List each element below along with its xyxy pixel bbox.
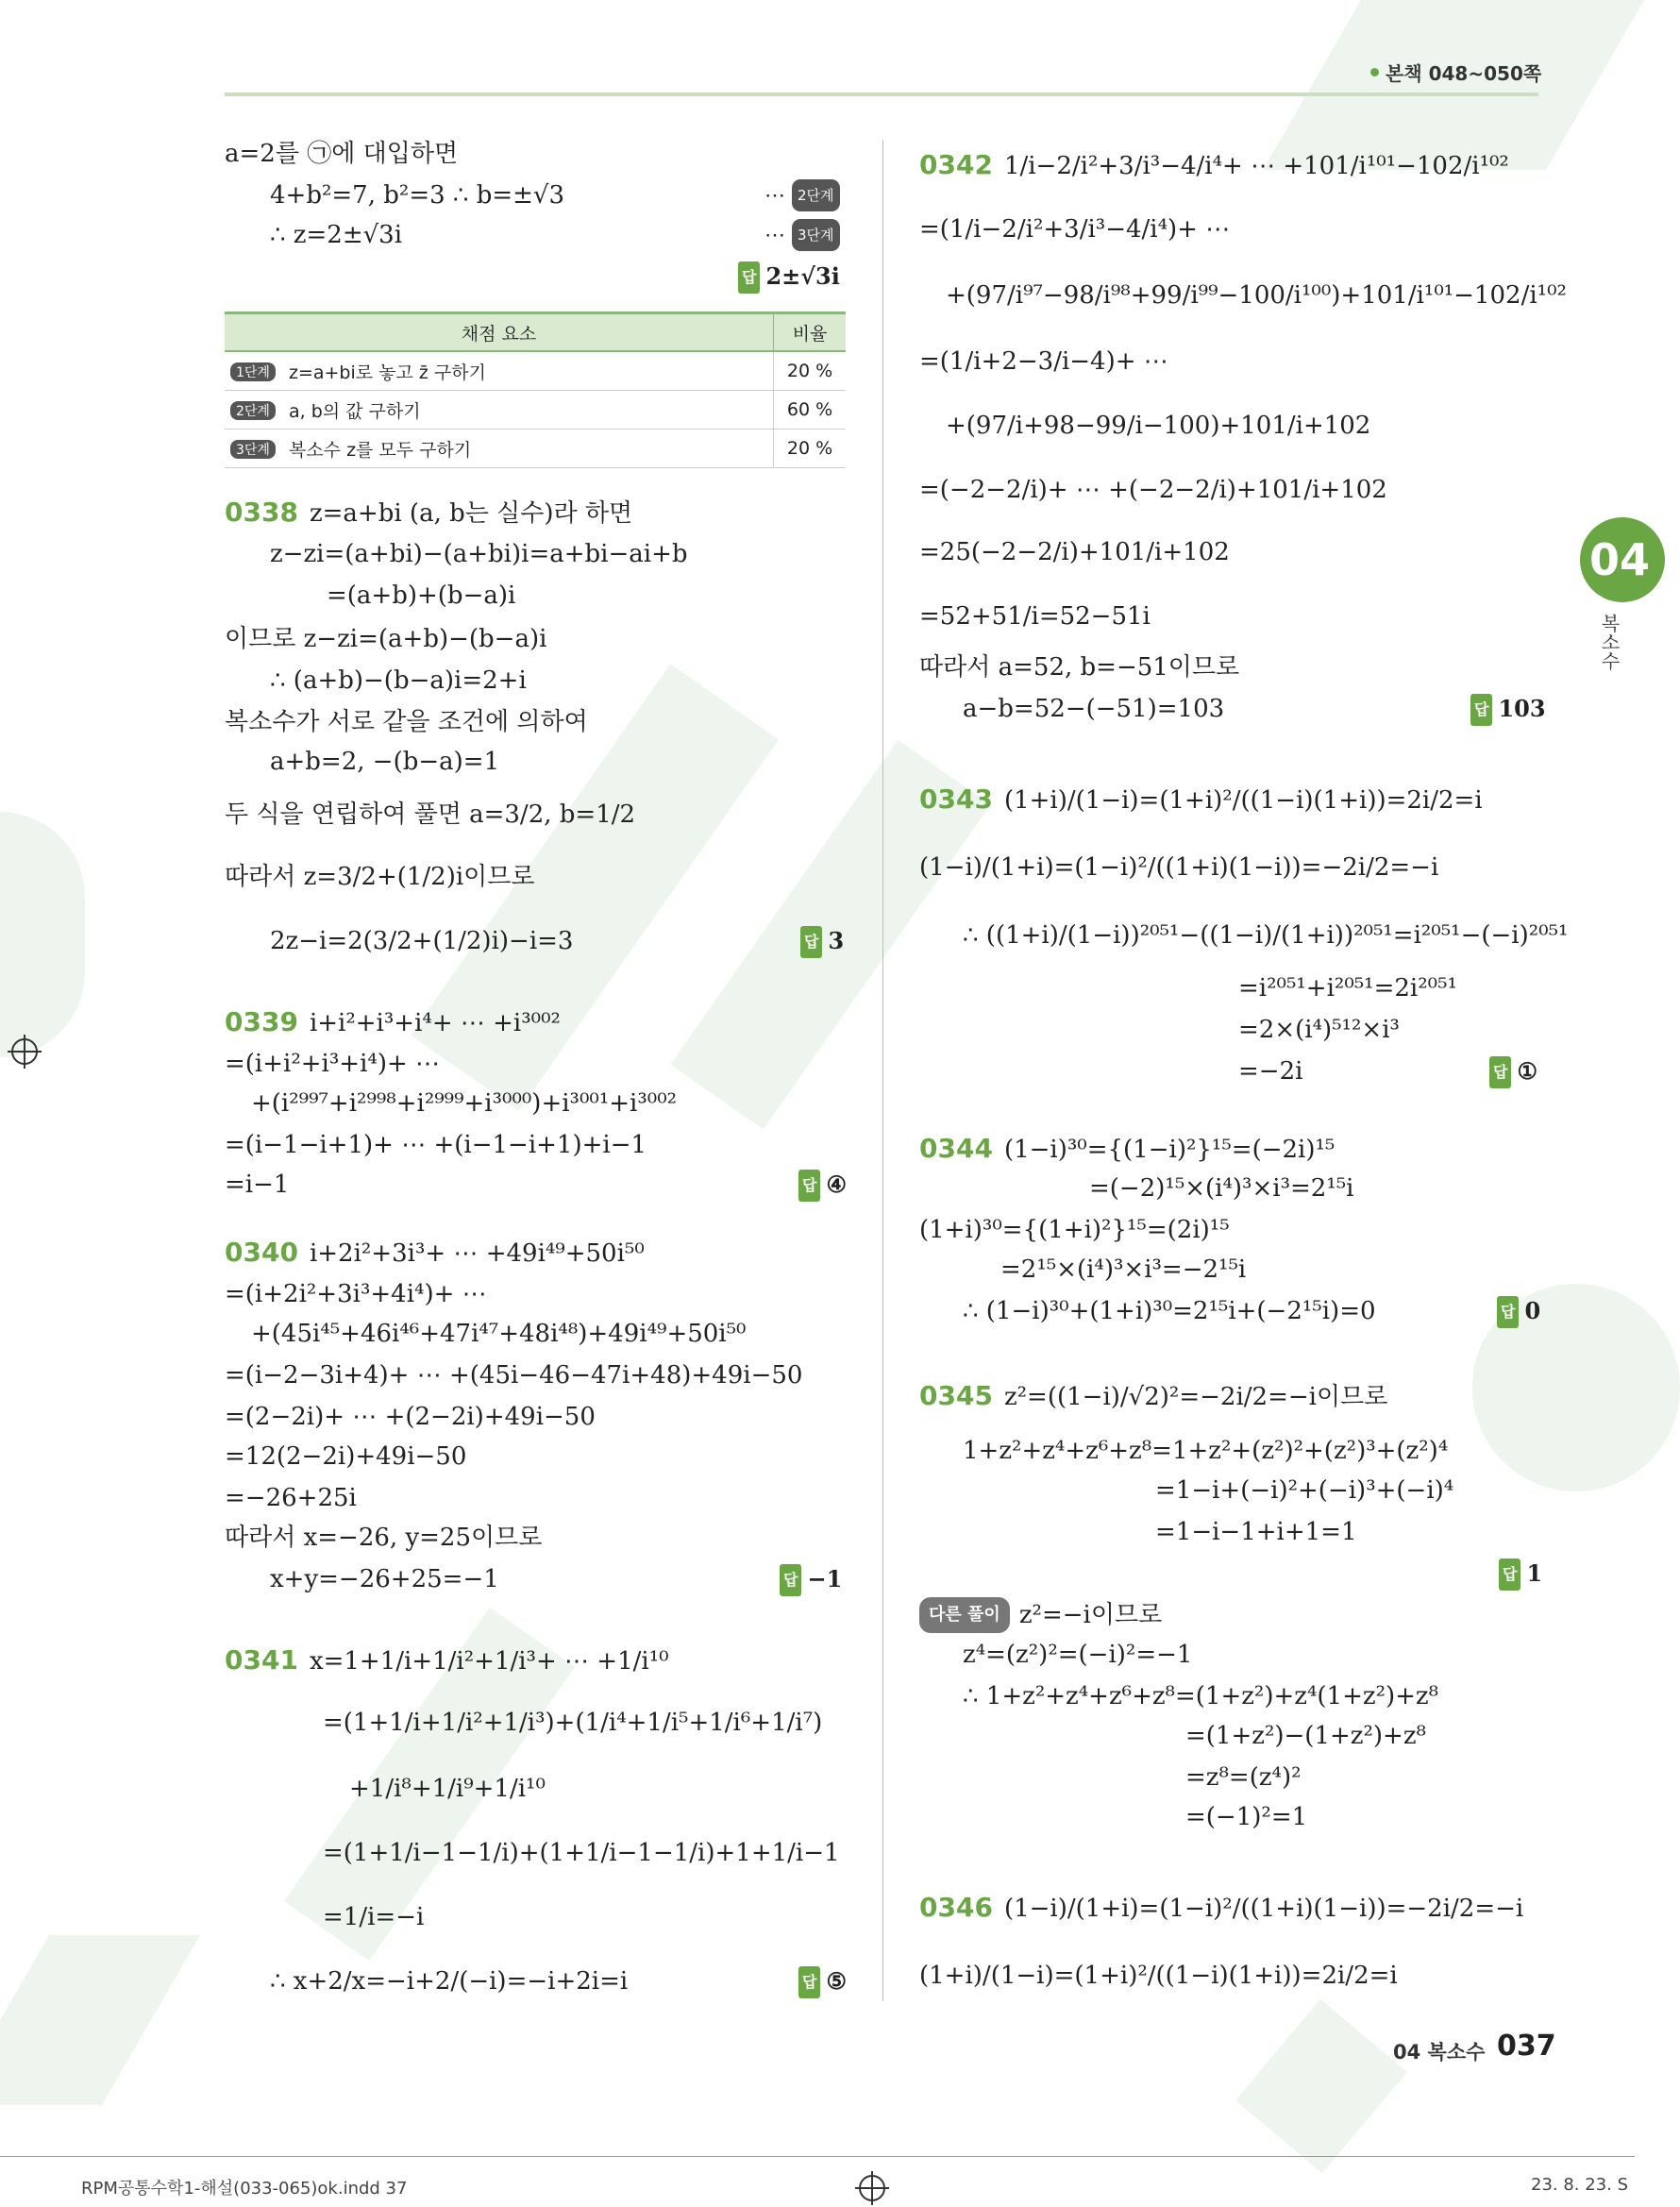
problem-0344-line: (1+i)³⁰={(1+i)²}¹⁵=(2i)¹⁵ [919,1216,1230,1244]
problem-0338-line: 복소수가 서로 같을 조건에 의하여 [225,708,588,736]
answer-mark: 답 ⑤ [798,1965,847,1998]
problem-0340-line: =−26+25i [225,1484,357,1512]
column-divider [882,140,883,2001]
alt-solution-line: =(−1)²=1 [1185,1803,1308,1831]
alt-solution-line: ∴ 1+z²+z⁴+z⁶+z⁸=(1+z²)+z⁴(1+z²)+z⁸ [963,1682,1439,1710]
problem-0340-line: =(2−2i)+ ⋯ +(2−2i)+49i−50 [225,1403,596,1431]
problem-0343-line: =2×(i⁴)⁵¹²×i³ [1238,1016,1400,1044]
page-reference: 본책 048~050쪽 [1386,62,1542,85]
problem-0343-line: =i²⁰⁵¹+i²⁰⁵¹=2i²⁰⁵¹ [1238,974,1457,1002]
problem-0340-line: =(i+2i²+3i³+4i⁴)+ ⋯ [225,1280,487,1308]
problem-0339-line: +(i²⁹⁹⁷+i²⁹⁹⁸+i²⁹⁹⁹+i³⁰⁰⁰)+i³⁰⁰¹+i³⁰⁰² [251,1089,678,1118]
problem-0342-line: 0342 1/i−2/i²+3/i³−4/i⁴+ ⋯ +101/i¹⁰¹−102/i¹⁰² [919,149,1509,180]
problem-0341-line: ∴ x+2/x=−i+2/(−i)=−i+2i=i [270,1967,629,1996]
problem-0340-line: 따라서 x=−26, y=25이므로 [225,1524,543,1552]
answer-mark: 답 −1 [780,1563,842,1596]
problem-0338-line: 2z−i=2(3/2+(1/2)i)−i=3 [270,927,574,955]
alt-solution-line: =(1+z²)−(1+z²)+z⁸ [1185,1722,1426,1750]
table-row [225,391,846,430]
problem-number: 0345 [919,1380,993,1411]
problem-0345-line: =1−i+(−i)²+(−i)³+(−i)⁴ [1155,1476,1454,1505]
problem-0338-line: 이므로 z−zi=(a+b)−(b−a)i [225,625,547,653]
problem-0340-line: x+y=−26+25=−1 [270,1565,499,1593]
problem-0342-line: =(1/i+2−3/i−4)+ ⋯ [919,347,1168,376]
problem-0345-line: 1+z²+z⁴+z⁶+z⁸=1+z²+(z²)²+(z²)³+(z²)⁴ [963,1437,1449,1465]
problem-0339-line: =(i−1−i+1)+ ⋯ +(i−1−i+1)+i−1 [225,1131,647,1159]
problem-0343-line: 0343 (1+i)/(1−i)=(1+i)²/((1−i)(1+i))=2i/2=i [919,783,1483,815]
answer-mark: 답 ④ [798,1169,847,1202]
table-cell: 복소수 z를 모두 구하기 [288,439,472,461]
problem-0338-line: a+b=2, −(b−a)=1 [270,748,500,776]
problem-0342-line: 따라서 a=52, b=−51이므로 [919,653,1240,682]
header-rule [225,93,1538,96]
page-number: 037 [1497,2030,1556,2063]
problem-0339-line: 0339 i+i²+i³+i⁴+ ⋯ +i³⁰⁰² [225,1006,561,1037]
intro-line: 4+b²=7, b²=3 ∴ b=±√3 [270,181,565,210]
alt-solution-tag: 다른 풀이 [919,1597,1010,1633]
problem-number: 0341 [225,1644,298,1676]
watermark-shape [0,1935,200,2105]
problem-0339-line: =(i+i²+i³+i⁴)+ ⋯ [225,1050,441,1078]
problem-0341-line: =1/i=−i [323,1903,425,1931]
table-header: 비율 [774,313,847,352]
answer-mark: 답 2±√3i [738,261,840,294]
answer-mark: 답 103 [1470,693,1546,726]
problem-0344-line: 0344 (1−i)³⁰={(1−i)²}¹⁵=(−2i)¹⁵ [919,1133,1336,1164]
table-cell: 20 % [774,351,847,391]
problem-0341-line: =(1+1/i−1−1/i)+(1+1/i−1−1/i)+1+1/i−1 [323,1839,840,1867]
problem-number: 0346 [919,1892,993,1923]
answer-mark: 답 ① [1489,1055,1537,1088]
problem-0346-line: (1+i)/(1−i)=(1+i)²/((1−i)(1+i))=2i/2=i [919,1962,1398,1990]
table-header: 채점 요소 [225,313,774,352]
problem-0341-line: 0341 x=1+1/i+1/i²+1/i³+ ⋯ +1/i¹⁰ [225,1644,669,1676]
problem-0342-line: +(97/i⁹⁷−98/i⁹⁸+99/i⁹⁹−100/i¹⁰⁰)+101/i¹⁰¹−102/i¹⁰² [946,281,1567,310]
problem-0342-line: =(−2−2/i)+ ⋯ +(−2−2/i)+101/i+102 [919,476,1387,504]
answer-mark: 답 1 [1499,1558,1542,1591]
print-date: 23. 8. 23. S [1531,2175,1629,2195]
problem-0342-line: =25(−2−2/i)+101/i+102 [919,538,1230,566]
problem-number: 0344 [919,1133,993,1164]
table-cell: 20 % [774,430,847,468]
problem-0338-line: 두 식을 연립하여 풀면 a=3/2, b=1/2 [225,800,636,829]
problem-0340-line: 0340 i+2i²+3i³+ ⋯ +49i⁴⁹+50i⁵⁰ [225,1237,645,1268]
watermark-shape [1235,1999,1407,2173]
scoring-table [225,312,846,468]
problem-0345-line: =1−i−1+i+1=1 [1155,1518,1357,1546]
intro-line: a=2를 ㉠에 대입하면 [225,140,459,168]
print-file-info: RPM공통수학1-해설(033-065)ok.indd 37 [81,2179,408,2199]
alt-solution-line: =z⁸=(z⁴)² [1185,1763,1302,1792]
problem-number: 0338 [225,497,298,528]
problem-0346-line: 0346 (1−i)/(1+i)=(1−i)²/((1+i)(1−i))=−2i/2=−i [919,1892,1524,1923]
level-badge: 3단계 [230,440,276,459]
problem-0342-line: =(1/i−2/i²+3/i³−4/i⁴)+ ⋯ [919,215,1231,244]
table-cell: 60 % [774,391,847,430]
problem-0342-line: +(97/i+98−99/i−100)+101/i+102 [946,412,1371,440]
problem-0340-line: =(i−2−3i+4)+ ⋯ +(45i−46−47i+48)+49i−50 [225,1361,803,1390]
answer-mark: 답 3 [800,925,844,958]
problem-0338-line: 0338 z=a+bi (a, b는 실수)라 하면 [225,497,633,528]
problem-0341-line: +1/i⁸+1/i⁹+1/i¹⁰ [349,1775,546,1803]
problem-0342-line: =52+51/i=52−51i [919,602,1151,631]
table-cell: a, b의 값 구하기 [288,400,421,422]
print-trim-line [0,2156,1635,2157]
problem-0340-line: =12(2−2i)+49i−50 [225,1442,467,1471]
table-row [225,351,846,391]
problem-0338-line: z−zi=(a+bi)−(a+bi)i=a+bi−ai+b [270,540,688,568]
problem-0343-line: =−2i [1238,1057,1303,1086]
step-marker: ⋯ 2단계 [764,179,840,212]
problem-0341-line: =(1+1/i+1/i²+1/i³)+(1/i⁴+1/i⁵+1/i⁶+1/i⁷) [323,1709,823,1737]
problem-0342-line: a−b=52−(−51)=103 [963,695,1225,723]
problem-0344-line: =(−2)¹⁵×(i⁴)³×i³=2¹⁵i [1089,1174,1354,1203]
answer-mark: 답 0 [1497,1295,1540,1328]
step-marker: ⋯ 3단계 [764,219,840,252]
problem-0344-line: ∴ (1−i)³⁰+(1+i)³⁰=2¹⁵i+(−2¹⁵i)=0 [963,1297,1376,1325]
level-badge: 2단계 [230,401,276,420]
problem-number: 0340 [225,1237,298,1268]
problem-0343-line: (1−i)/(1+i)=(1−i)²/((1+i)(1−i))=−2i/2=−i [919,853,1439,882]
problem-number: 0339 [225,1006,298,1037]
watermark-shape [0,812,85,1057]
alt-solution-line: z⁴=(z²)²=(−i)²=−1 [963,1641,1193,1669]
header-bullet-icon [1370,68,1379,76]
problem-number: 0343 [919,783,993,815]
registration-mark-icon [11,1038,38,1065]
chapter-tab-number: 04 [1589,534,1651,585]
table-row [225,430,846,468]
problem-0340-line: +(45i⁴⁵+46i⁴⁶+47i⁴⁷+48i⁴⁸)+49i⁴⁹+50i⁵⁰ [251,1320,747,1348]
chapter-tab-label: 복소수 [1598,614,1621,670]
problem-0338-line: 따라서 z=3/2+(1/2)i이므로 [225,863,535,891]
problem-0343-line: ∴ ((1+i)/(1−i))²⁰⁵¹−((1−i)/(1+i))²⁰⁵¹=i²⁰⁵¹−(−i)²⁰⁵¹ [963,921,1569,950]
footer-chapter: 04 복소수 [1393,2041,1486,2064]
level-badge: 1단계 [230,362,276,381]
intro-line: ∴ z=2±√3i [270,221,403,249]
alt-solution-line: 다른 풀이 z²=−i이므로 [919,1597,1162,1633]
registration-mark-icon [859,2175,885,2201]
problem-0339-line: =i−1 [225,1171,290,1199]
problem-0345-line: 0345 z²=((1−i)/√2)²=−2i/2=−i이므로 [919,1380,1388,1411]
table-cell: z=a+bi로 놓고 z̄ 구하기 [288,362,486,383]
problem-0344-line: =2¹⁵×(i⁴)³×i³=−2¹⁵i [1000,1255,1247,1284]
problem-0338-line: =(a+b)+(b−a)i [327,581,516,610]
problem-0338-line: ∴ (a+b)−(b−a)i=2+i [270,666,527,695]
problem-number: 0342 [919,149,993,180]
